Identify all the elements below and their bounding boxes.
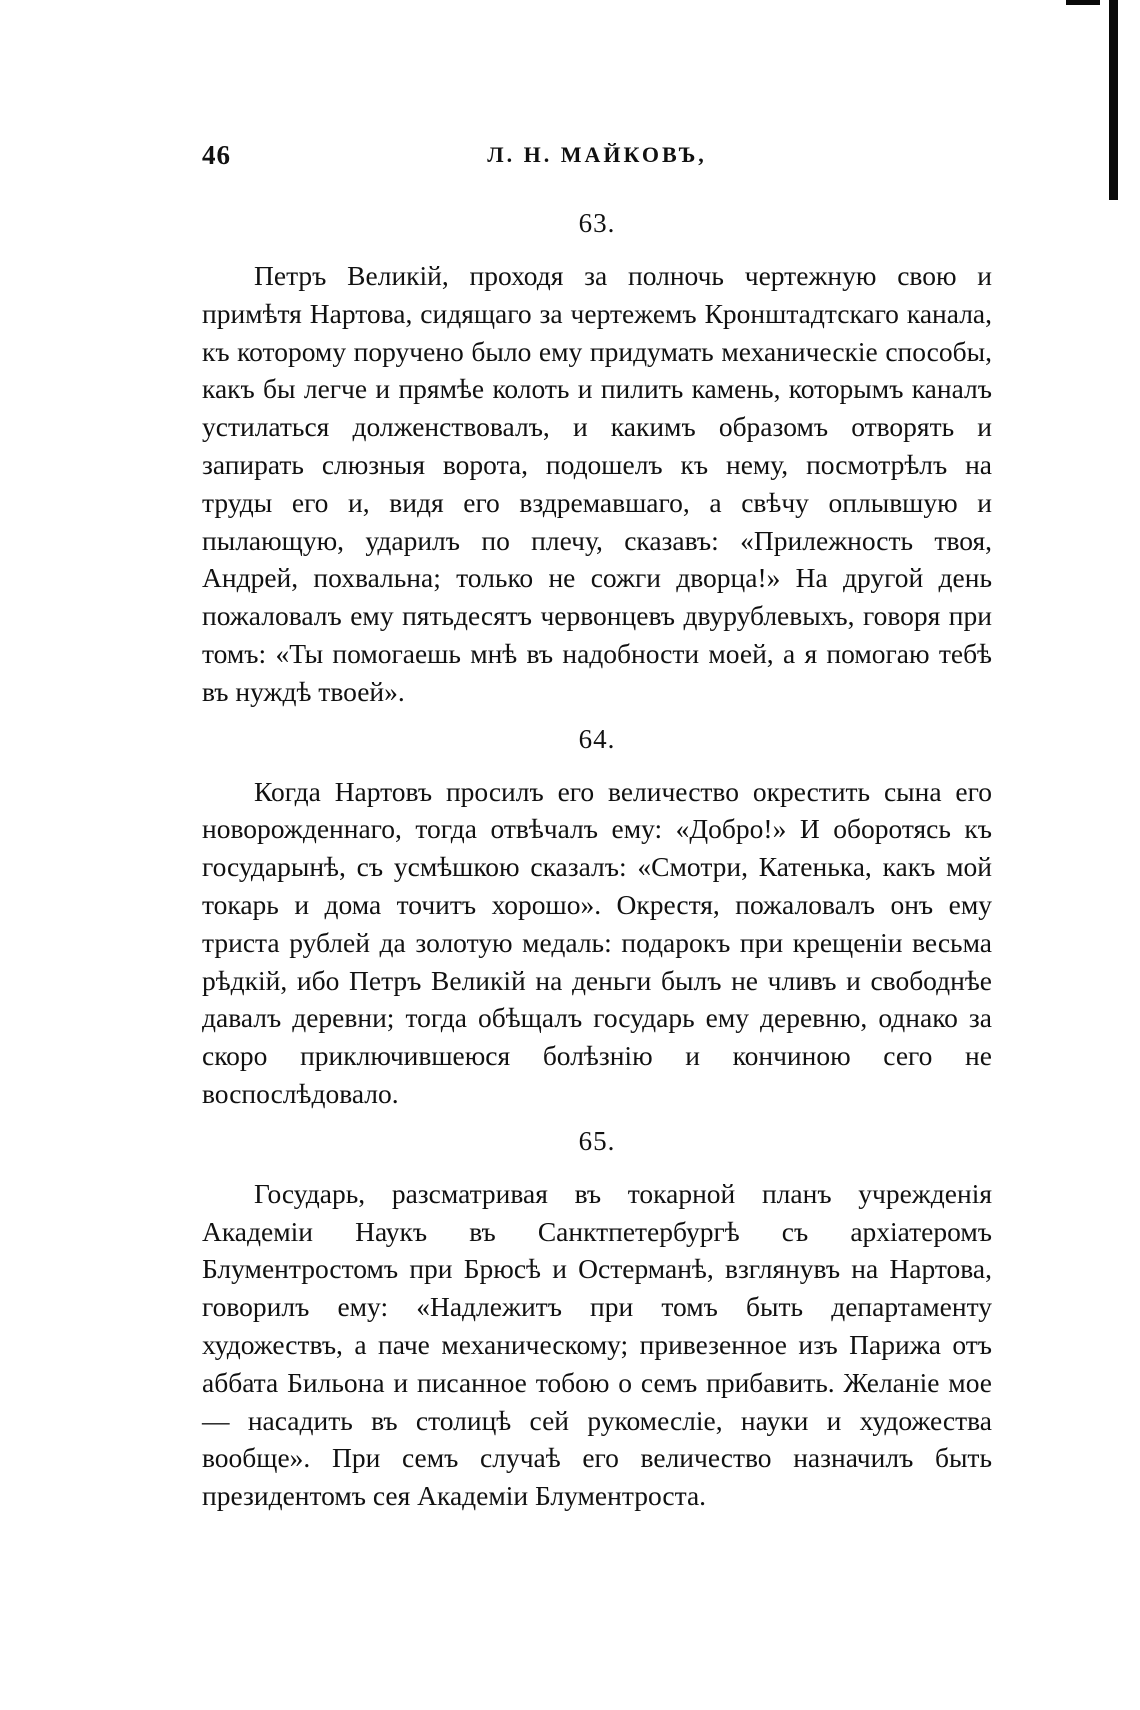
page-header [202, 140, 992, 180]
anecdote-section [202, 1121, 992, 1515]
running-title: Л. Н. МАЙКОВЪ, [487, 142, 707, 167]
section-number: 63. [578, 208, 616, 238]
scan-edge-mark-top [1066, 0, 1100, 5]
anecdote-section [202, 719, 992, 1113]
anecdote-section [202, 203, 992, 711]
scan-edge-mark [1109, 0, 1118, 200]
section-number: 65. [578, 1125, 616, 1156]
section-number: 64. [578, 723, 616, 754]
page-number: 46 [202, 140, 231, 170]
section-paragraph: Государь, разсматривая въ токарной планъ учрежденія Академіи Наукъ въ Санктпетербургѣ съ архіатеромъ Блументростомъ при Брюсѣ и Остерманѣ, взглянувъ на Нартова, говорилъ ему: «Надлежитъ при томъ быть департаменту художествъ, а паче механическому; привезенное изъ Парижа отъ аббата Бильона и писанное тобою о семъ прибавить. Желаніе мое — насадить въ столицѣ сей рукомесліе, науки и художества вообще». При семъ случаѣ его величество назначилъ быть президентомъ сея Академіи Блументроста. [202, 1177, 992, 1512]
section-paragraph: Петръ Великій, проходя за полночь чертежную свою и примѣтя Нартова, сидящаго за чертежемъ Кронштадтскаго канала, къ которому поручено было ему придумать механическіе способы, какъ бы легче и прямѣе колоть и пилить камень, которымъ каналъ устилаться долженствовалъ, и какимъ образомъ отворять и запирать слюзныя ворота, подошелъ къ нему, посмотрѣлъ на труды его и, видя его вздремавшаго, а свѣчу оплывшую и пылающую, ударилъ по плечу, сказавъ: «Прилежность твоя, Андрей, похвальна; только не сожги дворца!» На другой день пожаловалъ ему пятьдесятъ червонцевъ двурублевыхъ, говоря при томъ: «Ты помогаешь мнѣ въ надобности моей, а я помогаю тебѣ въ нуждѣ твоей». [202, 260, 992, 707]
section-paragraph: Когда Нартовъ просилъ его величество окрестить сына его новорожденнаго, тогда отвѣчалъ ему: «Добро!» И оборотясь къ государынѣ, съ усмѣшкою сказалъ: «Смотри, Катенька, какъ мой токарь и дома точитъ хорошо». Окрестя, пожаловалъ онъ ему триста рублей да золотую медаль: подарокъ при крещеніи весьма рѣдкій, ибо Петръ Великій на деньги былъ не чливъ и свободнѣе давалъ деревни; тогда обѣщалъ государь ему деревню, однако за скоро приключившеюся болѣзнію и кончиною сего не воспослѣдовало. [202, 775, 992, 1109]
page-body [202, 203, 992, 1523]
